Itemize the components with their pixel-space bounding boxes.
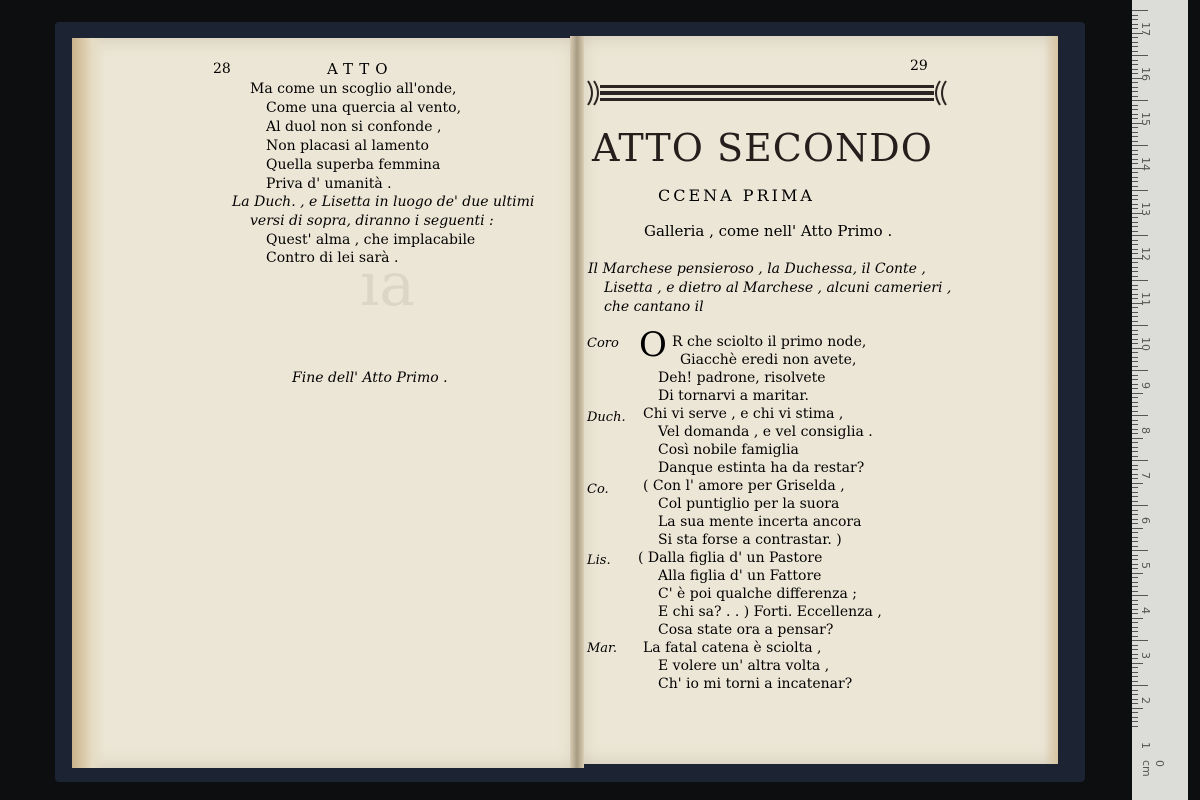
ruler-tick (1132, 262, 1138, 263)
ruler-tick (1132, 510, 1138, 511)
ruler-tick (1132, 433, 1138, 434)
ruler-tick (1132, 411, 1138, 412)
ruler-tick (1132, 447, 1138, 448)
left-verse-line: Al duol non si confonde , (266, 119, 442, 135)
verse-line: Col puntiglio per la suora (658, 496, 840, 512)
verse-line: La fatal catena è sciolta , (643, 640, 822, 656)
ruler-tick (1132, 186, 1138, 187)
verse-line: Di tornarvi a maritar. (658, 388, 809, 404)
verse-line: Chi vi serve , e chi vi stima , (643, 406, 844, 422)
ruler-number: 7 (1139, 472, 1152, 479)
ruler-tick (1132, 127, 1138, 128)
ruler-tick (1132, 10, 1148, 11)
ruler-tick (1132, 276, 1138, 277)
ruler-tick (1132, 631, 1138, 632)
ruler-tick (1132, 343, 1138, 344)
left-verse-line: Contro di lei sarà . (266, 250, 399, 266)
ruler-number: 13 (1139, 202, 1152, 216)
left-running-head: ATTO (327, 60, 394, 78)
ruler-tick (1132, 361, 1138, 362)
act-title: ATTO SECONDO (592, 126, 933, 170)
ruler-tick (1132, 537, 1138, 538)
verse-line: Danque estinta ha da restar? (658, 460, 865, 476)
ruler-tick (1132, 591, 1138, 592)
verse-line: Vel domanda , e vel consiglia . (658, 424, 873, 440)
ruler-tick (1132, 231, 1138, 232)
ruler-tick (1132, 159, 1138, 160)
ruler-tick (1132, 307, 1138, 308)
right-page-number: 29 (910, 58, 928, 74)
ruler-tick (1132, 154, 1138, 155)
ruler-tick (1132, 699, 1138, 700)
verse-line: Giacchè eredi non avete, (680, 352, 857, 368)
ruler-number: 8 (1139, 427, 1152, 434)
left-verse-line: Priva d' umanità . (266, 176, 392, 192)
ruler-tick (1132, 289, 1138, 290)
ruler-tick (1132, 703, 1138, 704)
ruler-tick (1132, 559, 1138, 560)
ruler-tick (1132, 195, 1138, 196)
ruler-tick (1132, 69, 1138, 70)
speaker-coro: Coro (587, 336, 619, 351)
ruler-tick (1132, 199, 1138, 200)
verse-line: R che sciolto il primo node, (672, 334, 867, 350)
ruler-tick (1132, 577, 1138, 578)
ruler-tick (1132, 24, 1138, 25)
ruler-tick (1132, 204, 1138, 205)
ruler-tick (1132, 82, 1138, 83)
bleed-through-mark: ıa (360, 250, 415, 320)
scene-setting: Galleria , come nell' Atto Primo . (644, 222, 893, 240)
ruler-tick (1132, 474, 1138, 475)
ruler-tick (1132, 163, 1138, 164)
ruler-number: 17 (1139, 22, 1152, 36)
verse-line: E volere un' altra volta , (658, 658, 830, 674)
ruler-tick (1132, 181, 1138, 182)
ruler-tick (1132, 627, 1138, 628)
ruler-tick (1132, 222, 1138, 223)
ruler-tick (1132, 550, 1148, 551)
ruler-tick (1132, 658, 1138, 659)
ruler-tick (1132, 55, 1148, 56)
left-verse-line: Quest' alma , che implacabile (266, 232, 476, 248)
speaker-duch: Duch. (587, 410, 626, 425)
ruler-tick (1132, 429, 1138, 430)
ruler-tick (1132, 132, 1138, 133)
ruler-number: 11 (1139, 292, 1152, 306)
ruler-tick (1132, 316, 1138, 317)
ruler-tick (1132, 717, 1138, 718)
ruler-tick (1132, 460, 1148, 461)
ruler-tick (1132, 150, 1138, 151)
ruler-number: 12 (1139, 247, 1152, 261)
ruler-tick (1132, 393, 1143, 394)
ruler-tick (1132, 438, 1143, 439)
ruler-number: 16 (1139, 67, 1152, 81)
ruler-tick (1132, 172, 1138, 173)
left-page-number: 28 (213, 61, 231, 77)
ruler-tick (1132, 573, 1143, 574)
ruler-number: 9 (1139, 382, 1152, 389)
ruler-tick (1132, 420, 1138, 421)
ruler-tick (1132, 37, 1138, 38)
ruler-tick (1132, 663, 1143, 664)
ruler-tick (1132, 51, 1138, 52)
verse-line: Alla figlia d' un Fattore (658, 568, 822, 584)
ruler-unit: 0 cm (1140, 760, 1166, 777)
ruler-tick (1132, 100, 1148, 101)
scene-title: CCENA PRIMA (658, 186, 815, 205)
ruler-tick (1132, 604, 1138, 605)
ruler-tick (1132, 600, 1138, 601)
ruler-tick (1132, 325, 1148, 326)
ruler-tick (1132, 424, 1138, 425)
left-stage-direction: versi di sopra, diranno i seguenti : (250, 213, 494, 229)
stage-direction: Il Marchese pensieroso , la Duchessa, il Conte , (588, 261, 926, 277)
ruler-tick (1132, 640, 1148, 641)
ruler-tick (1132, 690, 1138, 691)
ruler-tick (1132, 708, 1143, 709)
ruler-tick (1132, 415, 1148, 416)
ruler-tick (1132, 478, 1138, 479)
ruler-tick (1132, 402, 1138, 403)
ruler-tick (1132, 487, 1138, 488)
ruler-tick (1132, 334, 1138, 335)
speaker-mar: Mar. (587, 641, 617, 656)
ruler-tick (1132, 375, 1138, 376)
ruler-tick (1132, 114, 1138, 115)
ruler-tick (1132, 366, 1138, 367)
verse-line: La sua mente incerta ancora (658, 514, 862, 530)
ruler-tick (1132, 564, 1138, 565)
ruler-tick (1132, 321, 1138, 322)
ruler-tick (1132, 15, 1138, 16)
left-verse-line: Non placasi al lamento (266, 138, 429, 154)
ruler-tick (1132, 613, 1138, 614)
ruler-tick (1132, 235, 1148, 236)
ruler-tick (1132, 141, 1138, 142)
ruler-tick (1132, 501, 1138, 502)
ruler-tick (1132, 519, 1138, 520)
ruler-tick (1132, 672, 1138, 673)
ruler-number: 1 (1139, 742, 1152, 749)
ruler-tick (1132, 586, 1138, 587)
ruler-tick (1132, 46, 1138, 47)
ruler-tick (1132, 357, 1138, 358)
verse-line: Cosa state ora a pensar? (658, 622, 834, 638)
ruler-tick (1132, 42, 1138, 43)
ruler-tick (1132, 352, 1138, 353)
ruler-tick (1132, 568, 1138, 569)
ruler-tick (1132, 280, 1148, 281)
ruler-tick (1132, 721, 1138, 722)
ruler-tick (1132, 96, 1138, 97)
ruler-tick (1132, 60, 1138, 61)
left-stage-direction: La Duch. , e Lisetta in luogo de' due ultimi (232, 194, 535, 210)
ruler-tick (1132, 681, 1138, 682)
speaker-co: Co. (587, 482, 609, 497)
ruler-tick (1132, 379, 1138, 380)
left-verse-line: Come una quercia al vento, (266, 100, 462, 116)
ruler-tick (1132, 190, 1148, 191)
ruler-tick (1132, 541, 1138, 542)
ruler-number: 15 (1139, 112, 1152, 126)
ruler-number: 14 (1139, 157, 1152, 171)
ruler-tick (1132, 496, 1138, 497)
ornamental-banner (586, 77, 948, 109)
ruler-tick (1132, 330, 1138, 331)
verse-line: Ch' io mi torni a incatenar? (658, 676, 853, 692)
ruler-tick (1132, 217, 1138, 218)
ruler-tick (1132, 667, 1138, 668)
ruler-tick (1132, 118, 1138, 119)
ruler-tick (1132, 298, 1138, 299)
ruler-tick (1132, 523, 1138, 524)
verse-line: E chi sa? . . ) Forti. Eccellenza , (658, 604, 882, 620)
ruler-number: 10 (1139, 337, 1152, 351)
ruler-tick (1132, 582, 1138, 583)
ruler-tick (1132, 109, 1138, 110)
ruler-tick (1132, 654, 1138, 655)
ruler-tick (1132, 505, 1148, 506)
ruler-tick (1132, 91, 1138, 92)
stage-direction: Lisetta , e dietro al Marchese , alcuni camerieri , (604, 280, 952, 296)
ruler-tick (1132, 384, 1138, 385)
left-verse-line: Ma come un scoglio all'onde, (250, 81, 457, 97)
ruler-tick (1132, 546, 1138, 547)
ruler-tick (1132, 456, 1138, 457)
ruler-number: 3 (1139, 652, 1152, 659)
ruler-tick (1132, 73, 1138, 74)
verse-line: ( Dalla figlia d' un Pastore (638, 550, 823, 566)
ruler-tick (1132, 649, 1138, 650)
ruler-tick (1132, 339, 1138, 340)
verse-line: Si sta forse a contrastar. ) (658, 532, 842, 548)
ruler-number: 6 (1139, 517, 1152, 524)
ruler-tick (1132, 532, 1138, 533)
ruler-tick (1132, 712, 1138, 713)
ruler-tick (1132, 397, 1138, 398)
ruler-tick (1132, 442, 1138, 443)
ruler-tick (1132, 609, 1138, 610)
ruler-tick (1132, 267, 1138, 268)
ruler-tick (1132, 370, 1148, 371)
ruler-tick (1132, 465, 1138, 466)
ruler-tick (1132, 87, 1138, 88)
end-of-act: Fine dell' Atto Primo . (292, 370, 448, 386)
ruler-tick (1132, 271, 1138, 272)
ruler-tick (1132, 528, 1143, 529)
verse-line: Così nobile famiglia (658, 442, 799, 458)
ruler-tick (1132, 136, 1138, 137)
ruler-tick (1132, 19, 1138, 20)
ruler-tick (1132, 64, 1138, 65)
ruler-tick (1132, 244, 1138, 245)
ruler-tick (1132, 285, 1138, 286)
ruler-tick (1132, 208, 1138, 209)
ruler-tick (1132, 636, 1138, 637)
ruler-tick (1132, 645, 1138, 646)
ruler-tick (1132, 294, 1138, 295)
ruler-tick (1132, 451, 1138, 452)
stage-direction: che cantano il (604, 299, 704, 315)
ruler-tick (1132, 388, 1138, 389)
ruler-tick (1132, 249, 1138, 250)
ruler-number: 2 (1139, 697, 1152, 704)
ruler-tick (1132, 595, 1148, 596)
measuring-ruler (1132, 0, 1188, 800)
ruler-tick (1132, 694, 1138, 695)
ruler-tick (1132, 469, 1138, 470)
ruler-tick (1132, 105, 1138, 106)
ruler-tick (1132, 555, 1138, 556)
ruler-tick (1132, 618, 1143, 619)
verse-line: ( Con l' amore per Griselda , (643, 478, 845, 494)
ruler-tick (1132, 312, 1138, 313)
ruler-tick (1132, 253, 1138, 254)
ruler-tick (1132, 514, 1138, 515)
verse-line: C' è poi qualche differenza ; (658, 586, 858, 602)
ruler-tick (1132, 240, 1138, 241)
ruler-tick (1132, 622, 1138, 623)
ruler-tick (1132, 483, 1143, 484)
speaker-lis: Lis. (587, 553, 611, 568)
ruler-tick (1132, 177, 1138, 178)
book-gutter (570, 36, 584, 768)
ruler-tick (1132, 226, 1138, 227)
ruler-tick (1132, 406, 1138, 407)
left-verse-line: Quella superba femmina (266, 157, 441, 173)
drop-cap: O (639, 325, 667, 365)
ruler-tick (1132, 676, 1138, 677)
ruler-number: 4 (1139, 607, 1152, 614)
ruler-tick (1132, 145, 1148, 146)
ruler-tick (1132, 28, 1138, 29)
ruler-number: 5 (1139, 562, 1152, 569)
verse-line: Deh! padrone, risolvete (658, 370, 826, 386)
ruler-tick (1132, 685, 1148, 686)
ruler-tick (1132, 492, 1138, 493)
ruler-tick (1132, 726, 1138, 727)
